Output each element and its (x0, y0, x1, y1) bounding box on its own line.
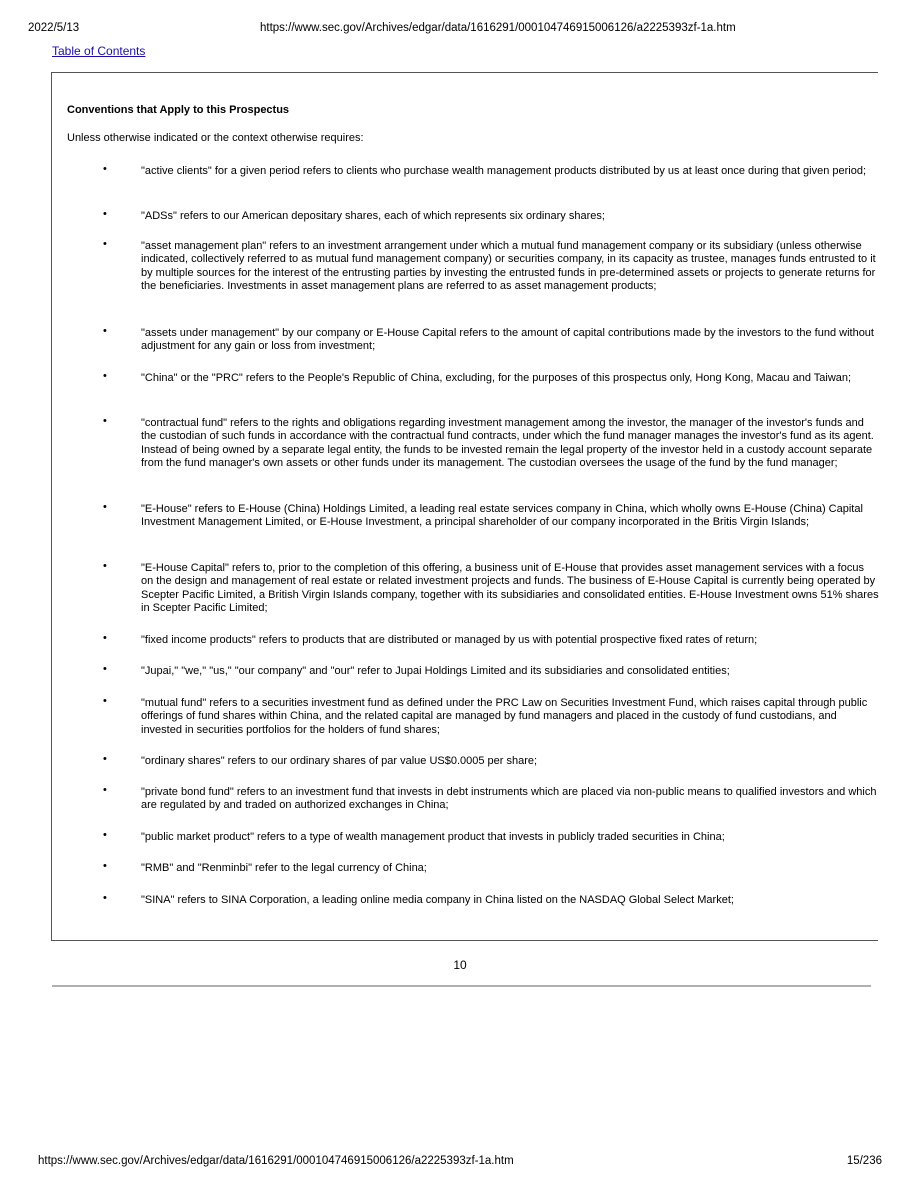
table-of-contents-link[interactable]: Table of Contents (52, 44, 146, 58)
list-item-text: "mutual fund" refers to a securities investment fund as defined under the PRC Law on Securities Investment Fund, which raises capital through public offerings of fund shares within China, and the related capital are managed by fund managers and placed in the custody of fund custodians, and invested in securities portfolios for the holders of fund shares; (141, 697, 868, 736)
list-item-text: "Jupai," "we," "us," "our company" and "our" refer to Jupai Holdings Limited and its subsidiaries and consolidated entities; (141, 665, 730, 677)
bullet-icon: • (103, 860, 107, 872)
list-item-text: "assets under management" by our company or E-House Capital refers to the amount of capital contributions made by the investors to the fund without adjustment for any gain or loss from investment; (141, 327, 874, 353)
bullet-icon: • (103, 829, 107, 841)
print-footer-url: https://www.sec.gov/Archives/edgar/data/1616291/000104746915006126/a2225393zf-1a.htm (38, 1155, 514, 1167)
bullet-icon: • (103, 663, 107, 675)
bullet-icon: • (103, 695, 107, 707)
list-item-text: "SINA" refers to SINA Corporation, a leading online media company in China listed on the NASDAQ Global Select Market; (141, 894, 734, 906)
list-item-text: "fixed income products" refers to products that are distributed or managed by us with potential prospective fixed rates of return; (141, 634, 758, 646)
intro-text: Unless otherwise indicated or the context otherwise requires: (67, 132, 364, 144)
bullet-icon: • (103, 753, 107, 765)
list-item-text: "asset management plan" refers to an investment arrangement under which a mutual fund management company or its subsidiary (unless otherwise indicated, collectively referred to as mutual fund management company) or securities company, in its capacity as trustee, manages funds entrusted to it by multiple sources for the interest of the entrusting parties by investing the entrusted funds in pre-determined assets or projects to generate returns for the beneficiaries. Investments in asset management plans are referred to as asset management products; (141, 240, 876, 292)
list-item-text: "ADSs" refers to our American depositary shares, each of which represents six ordinary shares; (141, 210, 605, 222)
bullet-icon: • (103, 415, 107, 427)
list-item-text: "China" or the "PRC" refers to the People's Republic of China, excluding, for the purposes of this prospectus only, Hong Kong, Macau and Taiwan; (141, 372, 852, 384)
page-divider (52, 985, 871, 987)
bullet-icon: • (103, 238, 107, 250)
bullet-icon: • (103, 208, 107, 220)
list-item-text: "public market product" refers to a type of wealth management product that invests in publicly traded securities in China; (141, 831, 725, 843)
section-title: Conventions that Apply to this Prospectus (67, 104, 290, 116)
list-item-text: "private bond fund" refers to an investment fund that invests in debt instruments which are placed via non-public means to qualified investors and which are regulated by and traded on authorized exchanges in China; (141, 786, 877, 812)
list-item-text: "active clients" for a given period refers to clients who purchase wealth management products distributed by us at least once during that given period; (141, 165, 867, 177)
list-item-text: "ordinary shares" refers to our ordinary shares of par value US$0.0005 per share; (141, 755, 538, 767)
page-number: 10 (453, 958, 467, 972)
bullet-icon: • (103, 632, 107, 644)
print-page-count: 15/236 (846, 1155, 882, 1167)
bullet-icon: • (103, 892, 107, 904)
bullet-icon: • (103, 325, 107, 337)
print-header-url: https://www.sec.gov/Archives/edgar/data/1616291/000104746915006126/a2225393zf-1a.htm (260, 22, 736, 34)
bullet-icon: • (103, 370, 107, 382)
list-item-text: "E-House" refers to E-House (China) Holdings Limited, a leading real estate services company in China, which wholly owns E-House (China) Capital Investment Management Limited, or E-House Investment, a principal shareholder of our company incorporated in the Britis Virgin Islands; (141, 503, 863, 529)
bullet-icon: • (103, 560, 107, 572)
bullet-icon: • (103, 163, 107, 175)
list-item-text: "contractual fund" refers to the rights and obligations regarding investment management among the investor, the manager of the investor's funds and the custodian of such funds in accordance with the contractual fund contracts, under which the fund manager manages the investor's fund as its agent. Instead of being owned by a separate legal entity, the funds to be invested remain the legal property of the investor held in a custody account separate from the fund manager's own assets or other funds under its management. The custodian oversees the usage of the fund by the fund manager; (141, 417, 874, 469)
list-item-text: "E-House Capital" refers to, prior to the completion of this offering, a business unit of E-House that provides asset management services with a focus on the design and management of real estate or related investment projects and funds. The business of E-House Capital is currently being operated by Scepter Pacific Limited, a British Virgin Islands company, together with its subsidiaries and consolidated entities. E-House Investment owns 51% shares in Scepter Pacific Limited; (141, 562, 879, 614)
print-date: 2022/5/13 (28, 22, 80, 34)
bullet-icon: • (103, 784, 107, 796)
list-item-text: "RMB" and "Renminbi" refer to the legal currency of China; (141, 862, 427, 874)
bullet-icon: • (103, 501, 107, 513)
